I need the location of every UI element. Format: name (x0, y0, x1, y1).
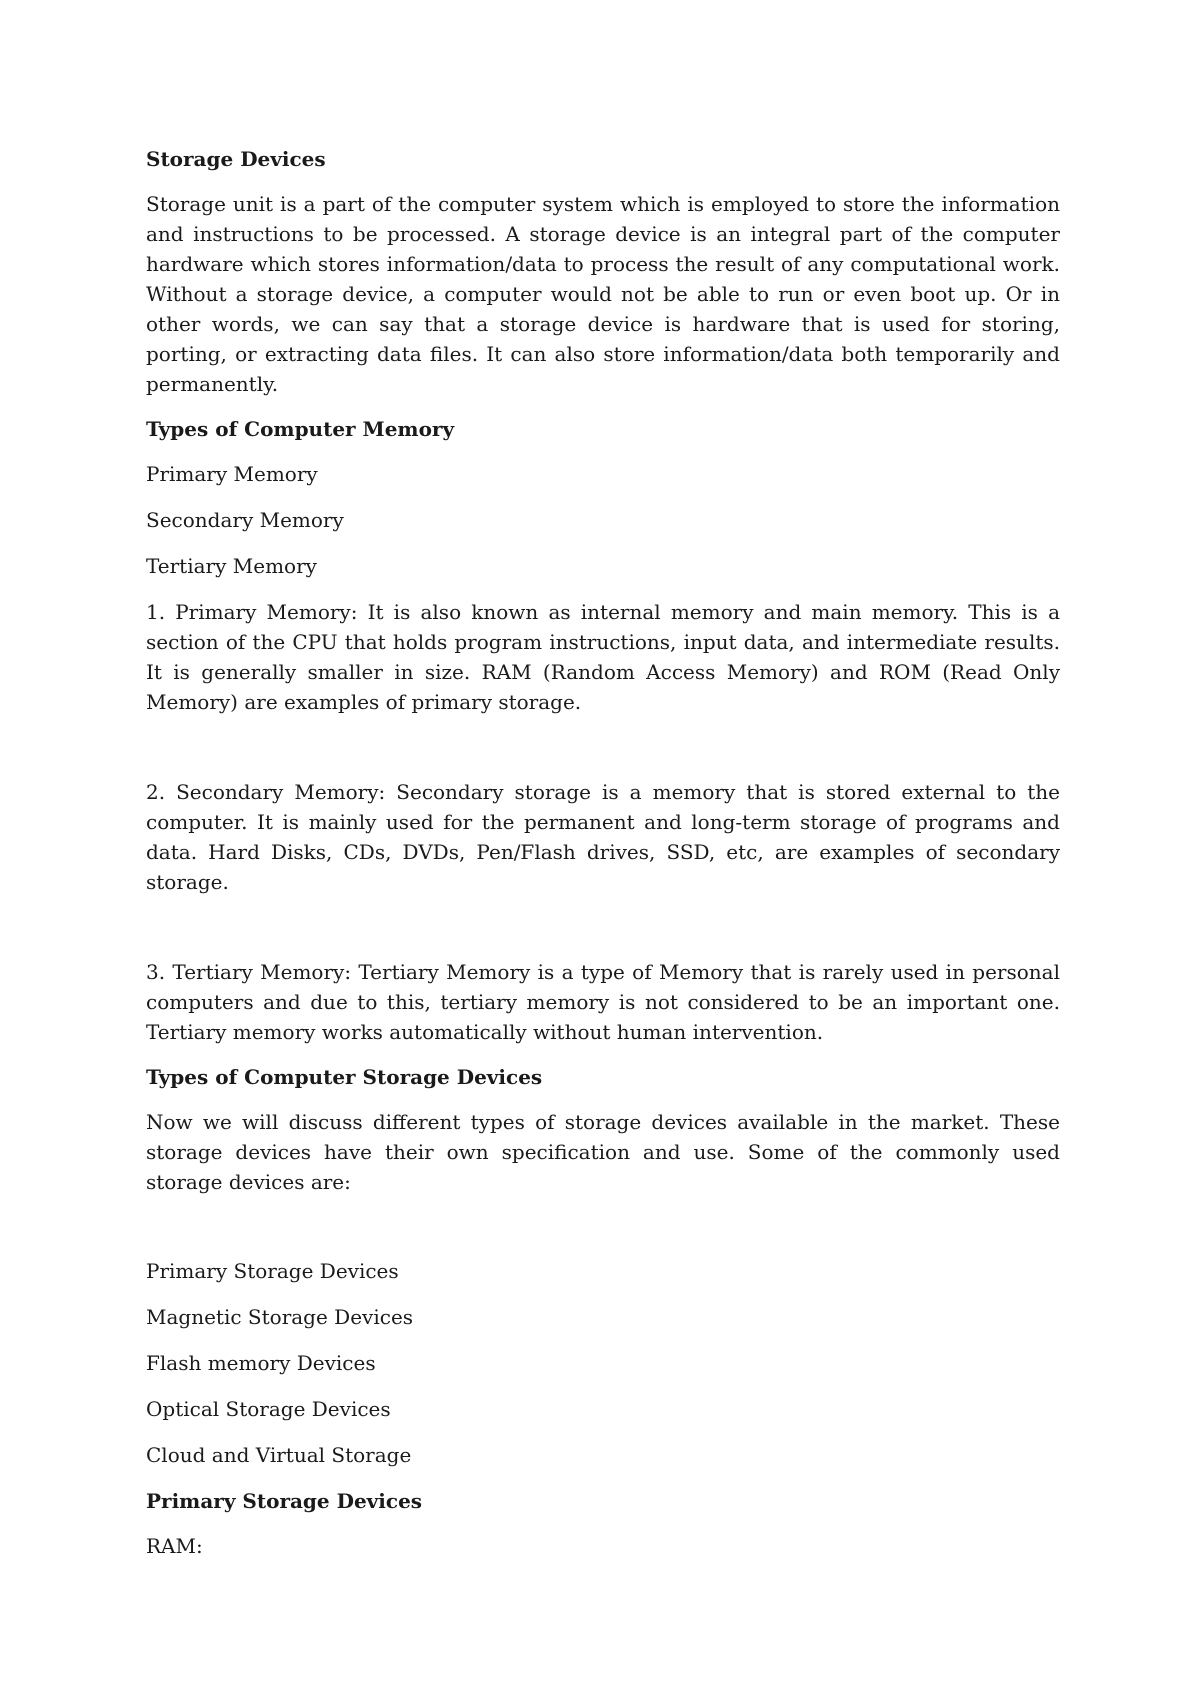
storage-type-item: Cloud and Virtual Storage (146, 1443, 412, 1467)
intro-paragraph: Storage unit is a part of the computer system which is employed to store the information and instructions to be processed. A storage device is an integral part of the computer hardware which stores information/data to process the result of any computational work. Without a storage device, a computer would not be able to run or even boot up. Or in other words, we can say that a storage device is hardware that is used for storing, porting, or extracting data files. It can also store information/data both temporarily and permanently. (146, 192, 1060, 396)
storage-type-item: Magnetic Storage Devices (146, 1305, 414, 1329)
heading-types-of-memory: Types of Computer Memory (146, 417, 455, 441)
tertiary-memory-paragraph: 3. Tertiary Memory: Tertiary Memory is a type of Memory that is rarely used in personal computers and due to this, tertiary memory is not considered to be an important one. Tertiary memory works automatically without human intervention. (146, 960, 1060, 1044)
secondary-memory-paragraph: 2. Secondary Memory: Secondary storage is a memory that is stored external to the computer. It is mainly used for the permanent and long-term storage of programs and data. Hard Disks, CDs, DVDs, Pen/Flash drives, SSD, etc, are examples of secondary storage. (146, 780, 1060, 894)
heading-types-of-storage-devices: Types of Computer Storage Devices (146, 1065, 543, 1089)
primary-memory-paragraph: 1. Primary Memory: It is also known as internal memory and main memory. This is a section of the CPU that holds program instructions, input data, and intermediate results. It is generally smaller in size. RAM (Random Access Memory) and ROM (Read Only Memory) are examples of primary storage. (146, 600, 1060, 714)
storage-type-item: Flash memory Devices (146, 1351, 376, 1375)
memory-type-item: Secondary Memory (146, 508, 344, 532)
document-body (146, 144, 1060, 1577)
storage-intro-paragraph: Now we will discuss different types of storage devices available in the market. These storage devices have their own specification and use. Some of the commonly used storage devices are: (146, 1110, 1060, 1194)
ram-label: RAM: (146, 1534, 203, 1558)
heading-primary-storage-devices: Primary Storage Devices (146, 1489, 423, 1513)
storage-type-item: Optical Storage Devices (146, 1397, 391, 1421)
memory-type-item: Primary Memory (146, 462, 318, 486)
heading-storage-devices: Storage Devices (146, 147, 326, 171)
storage-type-item: Primary Storage Devices (146, 1259, 399, 1283)
memory-type-item: Tertiary Memory (146, 554, 317, 578)
